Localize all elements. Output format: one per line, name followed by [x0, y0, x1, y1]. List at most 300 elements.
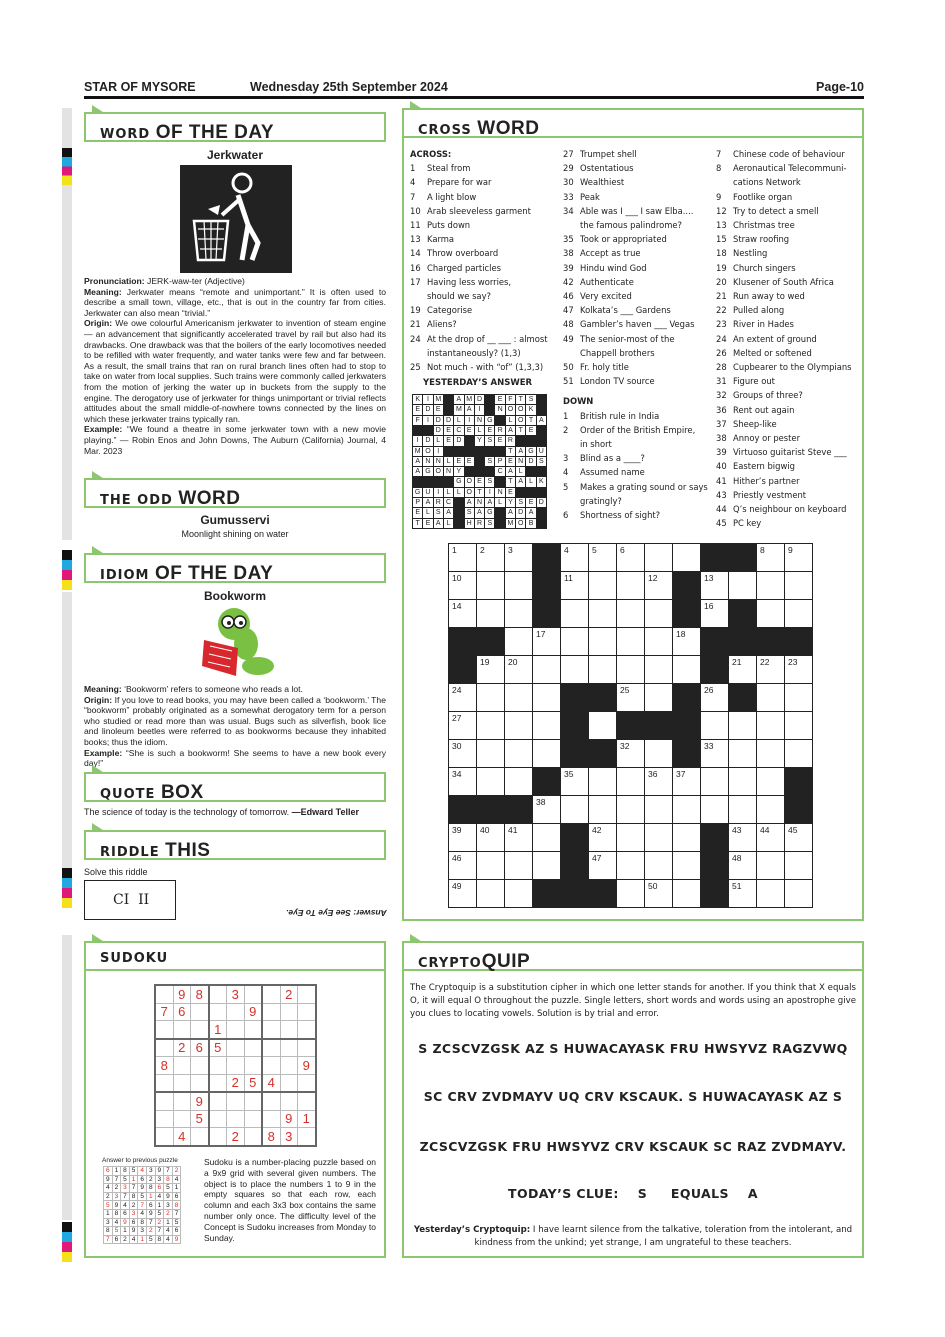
crossword-cell[interactable] — [532, 823, 561, 852]
answer-cell: E — [474, 476, 485, 487]
crossword-cell[interactable] — [644, 543, 673, 572]
sudoku-grid[interactable] — [154, 984, 317, 1147]
crossword-cell[interactable] — [504, 627, 533, 656]
crossword-cell[interactable] — [504, 767, 533, 796]
crossword-cell[interactable] — [644, 795, 673, 824]
sudoku-cell[interactable] — [209, 1128, 227, 1146]
crossword-cell[interactable] — [784, 879, 813, 908]
sudoku-cell[interactable] — [191, 1128, 209, 1146]
crossword-cell[interactable] — [616, 627, 645, 656]
black-cell — [532, 571, 561, 600]
clue-text: Very excited — [580, 291, 632, 302]
sudoku-cell[interactable]: 9 — [298, 1057, 316, 1075]
sudoku-cell[interactable]: 2 — [227, 1074, 245, 1092]
sudoku-cell[interactable] — [191, 1057, 209, 1075]
crossword-cell[interactable] — [448, 599, 477, 628]
crossword-cell[interactable] — [532, 627, 561, 656]
clue-number: 21 — [716, 291, 727, 302]
answer-digit: 3 — [138, 1227, 147, 1236]
clue-item — [716, 317, 864, 331]
word-of-day-body: Pronunciation: JERK-waw-ter (Adjective) Meaning: Jerkwater means “remote and unimportant.” It is often used to describe a small town, village, etc., that is out in the country far from cities. Jerkwater can also mean “trivial.” Origin: We owe colourful Americanism jerkwater to invention of steam engine — an advancement that significantly accelerated travel by rail but also had its drawbacks. One drawback was that the boilers of the early locomotives needed to be refilled with water frequently, and water tanks were few and far between. As a result, the small trains that ran on rural branch lines often had to stop to take on water from local supplies. Such trains were commonly called jerkwaters from the motion of jerking the water up in buckets from the supply to the engine. The derogatory use of jerkwater for things unimportant or trivial reflects attitudes about the small middle-of-nowhere towns connected by the lines on which these jerkwater trains typically ran. Example: “We found a theatre in some jerkwater town with a new movie playing.” — Robin Enos and John Downs, The Auburn (California) Journal, 4 Mar. 2023 — [84, 276, 387, 456]
answer-digit: 8 — [146, 1184, 155, 1193]
sudoku-cell[interactable]: 2 — [227, 1128, 245, 1146]
black-cell — [672, 599, 701, 628]
crossword-cell[interactable] — [504, 823, 533, 852]
sudoku-cell[interactable]: 9 — [244, 1003, 262, 1021]
crossword-cell[interactable] — [728, 571, 757, 600]
clue-number: 20 — [716, 276, 727, 287]
crossword-cell[interactable] — [728, 851, 757, 880]
crossword-cell[interactable] — [504, 879, 533, 908]
page-number: Page-10 — [816, 80, 864, 94]
clue-number: 36 — [716, 404, 727, 415]
answer-digit: 1 — [146, 1192, 155, 1201]
crossword-cell[interactable] — [672, 543, 701, 572]
crossword-cell[interactable] — [784, 599, 813, 628]
crossword-cell[interactable] — [504, 851, 533, 880]
crossword-cell[interactable] — [448, 823, 477, 852]
crossword-cell[interactable] — [672, 823, 701, 852]
answer-digit: 6 — [146, 1201, 155, 1210]
sudoku-cell[interactable] — [209, 1092, 227, 1110]
sudoku-cell[interactable]: 8 — [191, 985, 209, 1003]
crossword-cell[interactable] — [476, 767, 505, 796]
sudoku-cell[interactable] — [155, 1110, 173, 1128]
crossword-cell[interactable] — [476, 599, 505, 628]
crossword-cell[interactable] — [672, 655, 701, 684]
crossword-cell[interactable] — [476, 711, 505, 740]
crossword-cell[interactable] — [504, 739, 533, 768]
crossword-cell[interactable] — [672, 627, 701, 656]
sudoku-cell[interactable] — [155, 985, 173, 1003]
sudoku-cell[interactable]: 8 — [155, 1057, 173, 1075]
crossword-cell[interactable] — [504, 683, 533, 712]
crossword-cell[interactable] — [784, 571, 813, 600]
crossword-cell[interactable] — [616, 571, 645, 600]
crossword-cell[interactable] — [616, 739, 645, 768]
color-registration-mark — [62, 148, 72, 185]
clue-item — [563, 275, 713, 289]
answer-digit: 2 — [146, 1227, 155, 1236]
sudoku-cell[interactable] — [209, 1110, 227, 1128]
answer-digit: 3 — [129, 1209, 138, 1218]
crossword-cell[interactable] — [644, 571, 673, 600]
crossword-cell[interactable] — [588, 655, 617, 684]
crossword-cell[interactable] — [644, 851, 673, 880]
crossword-cell[interactable] — [504, 711, 533, 740]
sudoku-cell[interactable] — [244, 1039, 262, 1057]
sudoku-cell[interactable] — [244, 1128, 262, 1146]
black-cell — [728, 543, 757, 572]
clue-item — [716, 374, 864, 388]
sudoku-cell[interactable] — [209, 1057, 227, 1075]
clue-item — [410, 317, 560, 331]
crossword-cell[interactable] — [700, 711, 729, 740]
answer-cell: C — [443, 497, 454, 508]
sudoku-cell[interactable]: 5 — [209, 1039, 227, 1057]
crossword-cell[interactable] — [476, 683, 505, 712]
idiom-word: Bookworm — [203, 589, 266, 603]
crossword-cell[interactable] — [532, 851, 561, 880]
clue-text: Categorise — [427, 305, 473, 316]
cryptoquip-intro: The Cryptoquip is a substitution cipher in which one letter stands for another. If you think that X equals O, it will equal O throughout the puzzle. Single letters, short words and words using an apostrophe give you clues to locating vowels. Solution is by trial and error. — [410, 983, 856, 1019]
margin-strip — [62, 185, 72, 540]
crossword-cell[interactable] — [672, 767, 701, 796]
crossword-cell[interactable] — [476, 823, 505, 852]
answer-cell: L — [422, 507, 433, 518]
sudoku-cell[interactable] — [298, 1039, 316, 1057]
clue-number: 8 — [716, 163, 722, 174]
crossword-cell[interactable] — [504, 599, 533, 628]
crossword-cell[interactable] — [672, 851, 701, 880]
clue-number: 39 — [716, 447, 727, 458]
clue-number: 32 — [716, 390, 727, 401]
crossword-cell[interactable] — [504, 655, 533, 684]
black-cell — [588, 879, 617, 908]
sudoku-cell[interactable] — [155, 1074, 173, 1092]
clue-number: 4 — [410, 177, 416, 188]
crossword-cell[interactable] — [700, 739, 729, 768]
sudoku-cell[interactable] — [298, 1074, 316, 1092]
crossword-cell[interactable] — [616, 655, 645, 684]
crossword-cell[interactable] — [448, 739, 477, 768]
crossword-cell[interactable] — [476, 571, 505, 600]
clue-text: Annoy or pester — [733, 433, 801, 444]
crossword-cell[interactable] — [644, 739, 673, 768]
sudoku-cell[interactable]: 6 — [173, 1003, 191, 1021]
answer-digit: 6 — [172, 1227, 181, 1236]
sudoku-cell[interactable]: 1 — [298, 1110, 316, 1128]
sudoku-cell[interactable] — [262, 1003, 280, 1021]
sudoku-cell[interactable]: 3 — [280, 1128, 298, 1146]
sudoku-cell[interactable] — [191, 1003, 209, 1021]
crossword-cell[interactable] — [588, 571, 617, 600]
crossword-cell[interactable] — [672, 795, 701, 824]
crossword-cell[interactable] — [560, 571, 589, 600]
answer-cell: R — [505, 435, 516, 446]
cell-number: 33 — [704, 741, 714, 751]
cell-number: 8 — [760, 545, 765, 555]
sudoku-cell[interactable]: 6 — [191, 1039, 209, 1057]
answer-cell: I — [412, 435, 423, 446]
crossword-cell[interactable] — [616, 599, 645, 628]
riddle-title: RIDDLE THIS — [84, 830, 386, 860]
sudoku-cell[interactable]: 1 — [209, 1021, 227, 1039]
crossword-cell[interactable] — [588, 823, 617, 852]
crossword-cell[interactable] — [560, 627, 589, 656]
crossword-cell[interactable] — [532, 795, 561, 824]
sudoku-cell[interactable] — [173, 1021, 191, 1039]
crossword-cell[interactable] — [588, 795, 617, 824]
crossword-cell[interactable] — [700, 683, 729, 712]
sudoku-cell[interactable] — [155, 1021, 173, 1039]
sudoku-cell[interactable] — [227, 1003, 245, 1021]
sudoku-cell[interactable] — [209, 1074, 227, 1092]
sudoku-description: Sudoku is a number-placing puzzle based on a 9x9 grid with several given numbers. The object is to place the numbers 1 to 9 in the empty squares so that each row, each column and each 3x3 box contains the same number only once. The difficulty level of the Concept is Sudoku increases from Monday to Sunday. — [204, 1157, 376, 1243]
clue-item — [563, 494, 713, 508]
sudoku-cell[interactable] — [191, 1074, 209, 1092]
crossword-cell[interactable] — [644, 879, 673, 908]
crossword-cell[interactable] — [672, 879, 701, 908]
crossword-cell[interactable] — [504, 571, 533, 600]
crossword-cell[interactable] — [644, 599, 673, 628]
answer-digit: 1 — [121, 1227, 130, 1236]
crossword-cell[interactable] — [784, 823, 813, 852]
crossword-cell[interactable] — [756, 795, 785, 824]
crossword-cell[interactable] — [588, 599, 617, 628]
sudoku-cell[interactable] — [280, 1021, 298, 1039]
answer-digit: 8 — [104, 1227, 113, 1236]
crossword-cell[interactable] — [784, 683, 813, 712]
crossword-cell[interactable] — [756, 851, 785, 880]
crossword-cell[interactable] — [644, 683, 673, 712]
crossword-cell[interactable] — [644, 767, 673, 796]
sudoku-cell[interactable]: 8 — [262, 1128, 280, 1146]
crossword-cell[interactable] — [448, 767, 477, 796]
crossword-cell[interactable] — [756, 767, 785, 796]
crossword-cell[interactable] — [644, 823, 673, 852]
sudoku-cell[interactable] — [244, 1057, 262, 1075]
crossword-cell[interactable] — [588, 711, 617, 740]
crossword-cell[interactable] — [476, 739, 505, 768]
sudoku-cell[interactable] — [209, 985, 227, 1003]
sudoku-cell[interactable] — [298, 1003, 316, 1021]
crossword-cell[interactable] — [532, 711, 561, 740]
crossword-cell[interactable] — [700, 599, 729, 628]
answer-cell: A — [505, 466, 516, 477]
answer-cell: L — [433, 435, 444, 446]
crossword-cell[interactable] — [616, 879, 645, 908]
cell-number: 43 — [732, 825, 742, 835]
crossword-cell[interactable] — [784, 739, 813, 768]
sudoku-cell[interactable] — [262, 1039, 280, 1057]
sudoku-cell[interactable] — [262, 1092, 280, 1110]
answer-cell: D — [433, 415, 444, 426]
sudoku-cell[interactable]: 5 — [244, 1074, 262, 1092]
crossword-cell[interactable] — [756, 823, 785, 852]
crossword-cell[interactable] — [476, 655, 505, 684]
answer-digit: 9 — [121, 1218, 130, 1227]
crossword-cell[interactable] — [588, 767, 617, 796]
crossword-cell[interactable] — [700, 571, 729, 600]
answer-digit: 6 — [129, 1218, 138, 1227]
sudoku-cell[interactable] — [155, 1092, 173, 1110]
cell-number: 14 — [452, 601, 462, 611]
crossword-cell[interactable] — [560, 795, 589, 824]
answer-digit: 6 — [121, 1209, 130, 1218]
sudoku-cell[interactable] — [280, 1039, 298, 1057]
sudoku-cell[interactable]: 2 — [280, 985, 298, 1003]
sudoku-cell[interactable] — [280, 1092, 298, 1110]
clue-number: 34 — [563, 205, 574, 216]
cell-number: 26 — [704, 685, 714, 695]
crossword-cell[interactable] — [476, 851, 505, 880]
answer-digit: 9 — [129, 1227, 138, 1236]
answer-digit: 5 — [155, 1209, 164, 1218]
sudoku-cell[interactable] — [280, 1057, 298, 1075]
black-cell — [672, 571, 701, 600]
clue-text: The senior-most of the — [580, 333, 675, 344]
sudoku-cell[interactable]: 2 — [173, 1039, 191, 1057]
crossword-cell[interactable] — [616, 683, 645, 712]
answer-digit: 1 — [129, 1175, 138, 1184]
crossword-cell[interactable] — [476, 543, 505, 572]
crossword-cell[interactable] — [448, 711, 477, 740]
sudoku-cell[interactable] — [173, 1074, 191, 1092]
clue-number: 26 — [716, 347, 727, 358]
crossword-cell[interactable] — [532, 655, 561, 684]
answer-cell: E — [412, 507, 423, 518]
crossword-cell[interactable] — [560, 655, 589, 684]
sudoku-cell[interactable] — [298, 1021, 316, 1039]
sudoku-cell[interactable] — [280, 1074, 298, 1092]
crossword-grid[interactable] — [448, 543, 812, 907]
sudoku-cell[interactable]: 9 — [280, 1110, 298, 1128]
sudoku-cell[interactable] — [227, 1021, 245, 1039]
crossword-cell[interactable] — [560, 599, 589, 628]
crossword-cell[interactable] — [448, 879, 477, 908]
clue-item — [563, 423, 713, 437]
sudoku-cell[interactable] — [244, 1110, 262, 1128]
crossword-cell[interactable] — [784, 851, 813, 880]
sudoku-cell[interactable] — [244, 1021, 262, 1039]
sudoku-cell[interactable] — [227, 1057, 245, 1075]
answer-cell: N — [494, 404, 505, 415]
sudoku-cell[interactable] — [227, 1039, 245, 1057]
sudoku-cell[interactable] — [209, 1003, 227, 1021]
clue-item — [716, 303, 864, 317]
crossword-cell[interactable] — [784, 711, 813, 740]
clue-number: 24 — [716, 333, 727, 344]
cell-number: 34 — [452, 769, 462, 779]
crossword-cell[interactable] — [560, 767, 589, 796]
clue-number: 19 — [716, 262, 727, 273]
crossword-cell[interactable] — [728, 655, 757, 684]
sudoku-cell[interactable] — [298, 1128, 316, 1146]
crossword-cell[interactable] — [728, 739, 757, 768]
crossword-cell[interactable] — [756, 739, 785, 768]
sudoku-cell[interactable]: 5 — [191, 1110, 209, 1128]
crossword-cell[interactable] — [532, 739, 561, 768]
answer-cell: G — [412, 487, 423, 498]
crossword-cell[interactable] — [756, 599, 785, 628]
sudoku-cell[interactable]: 9 — [173, 985, 191, 1003]
sudoku-cell[interactable] — [298, 1092, 316, 1110]
clue-text: Try to detect a smell — [733, 205, 819, 216]
crossword-cell[interactable] — [448, 571, 477, 600]
sudoku-cell[interactable] — [173, 1092, 191, 1110]
sudoku-cell[interactable] — [244, 1092, 262, 1110]
sudoku-cell[interactable] — [244, 985, 262, 1003]
litter-bin-illustration — [180, 165, 292, 273]
sudoku-cell[interactable] — [173, 1110, 191, 1128]
crossword-cell[interactable] — [700, 795, 729, 824]
black-cell — [672, 739, 701, 768]
sudoku-cell[interactable] — [227, 1110, 245, 1128]
crossword-cell[interactable] — [784, 543, 813, 572]
clue-text: Accept as true — [580, 248, 641, 259]
crossword-cell[interactable] — [756, 879, 785, 908]
crossword-cell[interactable] — [616, 823, 645, 852]
crossword-cell[interactable] — [756, 543, 785, 572]
crossword-cell[interactable] — [588, 851, 617, 880]
crossword-cell[interactable] — [616, 851, 645, 880]
clue-item — [716, 332, 864, 346]
crossword-cell[interactable] — [532, 683, 561, 712]
cell-number: 13 — [704, 573, 714, 583]
sudoku-cell[interactable] — [227, 1092, 245, 1110]
black-cell — [560, 851, 589, 880]
crossword-cell[interactable] — [616, 795, 645, 824]
crossword-cell[interactable] — [756, 655, 785, 684]
crossword-cell[interactable] — [504, 543, 533, 572]
crossword-cell[interactable] — [728, 823, 757, 852]
answer-digit: 2 — [146, 1175, 155, 1184]
quote-box-title: QUOTE BOX — [84, 772, 386, 802]
sudoku-cell[interactable] — [262, 1057, 280, 1075]
clue-item — [563, 317, 713, 331]
clue-item — [563, 175, 713, 189]
crossword-cell[interactable] — [616, 767, 645, 796]
sudoku-cell[interactable] — [262, 985, 280, 1003]
crossword-cell[interactable] — [700, 767, 729, 796]
crossword-cell[interactable] — [728, 767, 757, 796]
sudoku-cell[interactable] — [155, 1039, 173, 1057]
crossword-cell[interactable] — [588, 627, 617, 656]
crossword-cell[interactable] — [728, 711, 757, 740]
crossword-cell[interactable] — [588, 543, 617, 572]
crossword-cell[interactable] — [756, 711, 785, 740]
cell-number: 45 — [788, 825, 798, 835]
answer-digit: 8 — [138, 1218, 147, 1227]
crossword-cell[interactable] — [616, 543, 645, 572]
answer-cell: N — [494, 487, 505, 498]
answer-cell: U — [422, 487, 433, 498]
sudoku-cell[interactable] — [191, 1021, 209, 1039]
sudoku-cell[interactable]: 4 — [262, 1074, 280, 1092]
sudoku-cell[interactable]: 4 — [173, 1128, 191, 1146]
sudoku-cell[interactable]: 3 — [227, 985, 245, 1003]
crossword-cell[interactable] — [728, 879, 757, 908]
crossword-cell[interactable] — [448, 543, 477, 572]
crossword-cell[interactable] — [448, 851, 477, 880]
sudoku-cell[interactable]: 7 — [155, 1003, 173, 1021]
crossword-cell[interactable] — [560, 543, 589, 572]
sudoku-cell[interactable]: 9 — [191, 1092, 209, 1110]
crossword-cell[interactable] — [476, 879, 505, 908]
crossword-cell[interactable] — [644, 627, 673, 656]
crossword-cell[interactable] — [728, 795, 757, 824]
crossword-cell[interactable] — [644, 655, 673, 684]
sudoku-cell[interactable] — [155, 1128, 173, 1146]
clue-text: Melted or softened — [733, 347, 812, 358]
sudoku-cell[interactable] — [280, 1003, 298, 1021]
clue-text: Trumpet shell — [580, 149, 637, 159]
answer-cell: D — [453, 435, 464, 446]
sudoku-cell[interactable] — [298, 985, 316, 1003]
sudoku-cell[interactable] — [262, 1021, 280, 1039]
clue-item — [716, 431, 864, 445]
crossword-cell[interactable] — [756, 571, 785, 600]
clue-text: Order of the British Empire, — [580, 424, 696, 435]
crossword-cell[interactable] — [756, 683, 785, 712]
clue-text: Shortness of sight? — [580, 510, 661, 521]
cell-number: 10 — [452, 573, 462, 583]
crossword-cell[interactable] — [448, 683, 477, 712]
sudoku-cell[interactable] — [173, 1057, 191, 1075]
crossword-cell[interactable] — [784, 655, 813, 684]
sudoku-cell[interactable] — [262, 1110, 280, 1128]
